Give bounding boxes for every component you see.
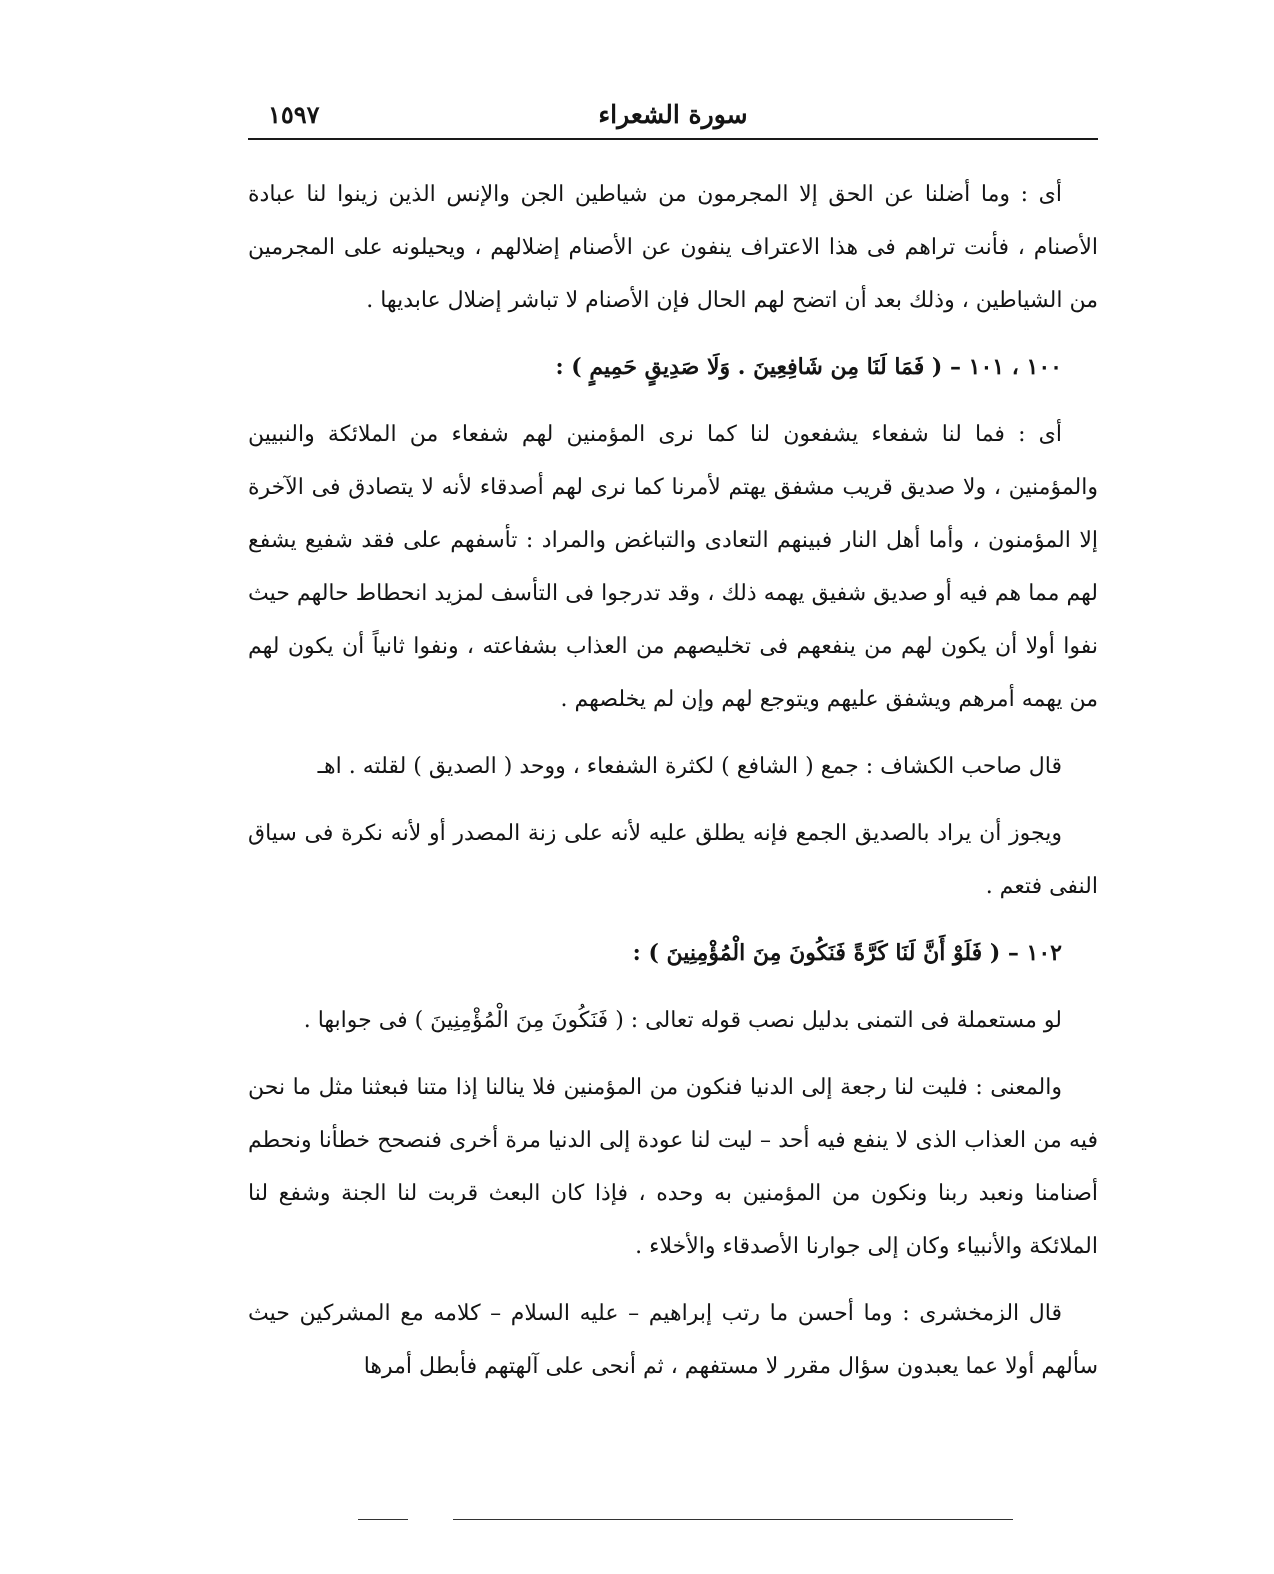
paragraph-commentary: أى : وما أضلنا عن الحق إلا المجرمون من شياطين الجن والإنس الذين زينوا لنا عبادة الأصنام ، فأنت تراهم فى هذا الاعتراف ينفون عن الأصنام إضلالهم ، ويحيلونه على المجرمين من الشياطين ، وذلك بعد أن اتضح لهم الحال فإن الأصنام لا تباشر إضلال عابديها . <box>248 182 1098 313</box>
paragraph-quote: قال الزمخشرى : وما أحسن ما رتب إبراهيم – عليه السلام – كلامه مع المشركين حيث سألهم أولا عما يعبدون سؤال مقرر لا مستفهم ، ثم أنحى على آلهتهم فأبطل أمرها <box>248 1301 1098 1379</box>
paragraph-commentary: والمعنى : فليت لنا رجعة إلى الدنيا فنكون من المؤمنين فلا ينالنا إذا متنا فبعثنا مثل ما نحن فيه من العذاب الذى لا ينفع فيه أحد – ليت لنا عودة إلى الدنيا مرة أخرى فنصحح خطأنا ونحطم أصنامنا ونعبد ربنا ونكون من المؤمنين به وحده ، فإذا كان البعث قربت لنا الجنة وشفع لنا الملائكة والأنبياء وكان إلى جوارنا الأصدقاء والأخلاء . <box>248 1075 1098 1259</box>
verse-heading: ١٠٠ ، ١٠١ – ( فَمَا لَنَا مِن شَافِعِينَ . وَلَا صَدِيقٍ حَمِيمٍ ) : <box>555 354 1062 380</box>
page-number: ١٥٩٧ <box>268 100 320 129</box>
footer-divider <box>358 1519 408 1520</box>
paragraph-commentary: ويجوز أن يراد بالصديق الجمع فإنه يطلق عليه لأنه على زنة المصدر أو لأنه نكرة فى سياق النفى فتعم . <box>248 821 1098 899</box>
verse-heading: ١٠٢ – ( فَلَوْ أَنَّ لَنَا كَرَّةً فَنَكُونَ مِنَ الْمُؤْمِنِينَ ) : <box>632 940 1062 966</box>
surah-title: سورة الشعراء <box>598 100 748 129</box>
page <box>248 100 1098 1540</box>
footer-divider <box>453 1519 1013 1520</box>
paragraph-commentary: لو مستعملة فى التمنى بدليل نصب قوله تعالى : ( فَنَكُونَ مِنَ الْمُؤْمِنِينَ ) فى جوابها . <box>303 1008 1062 1033</box>
paragraph-quote: قال صاحب الكشاف : جمع ( الشافع ) لكثرة الشفعاء ، ووحد ( الصديق ) لقلته . اهـ <box>317 754 1062 779</box>
paragraph-commentary: أى : فما لنا شفعاء يشفعون لنا كما نرى المؤمنين لهم شفعاء من الملائكة والنبيين والمؤمنين ، ولا صديق قريب مشفق يهتم لأمرنا كما نرى لهم أصدقاء لأنه لا يتصادق فى الآخرة إلا المؤمنون ، وأما أهل النار فبينهم التعادى والتباغض والمراد : تأسفهم على فقد شفيع يشفع لهم مما هم فيه أو صديق شفيق يهمه ذلك ، وقد تدرجوا فى التأسف لمزيد انحطاط حالهم حيث نفوا أولا أن يكون لهم من ينفعهم فى تخليصهم من العذاب بشفاعته ، ونفوا ثانياً أن يكون لهم من يهمه أمرهم ويشفق عليهم ويتوجع لهم وإن لم يخلصهم . <box>248 422 1098 712</box>
page-header <box>248 100 1098 140</box>
page-body <box>248 168 1098 1393</box>
